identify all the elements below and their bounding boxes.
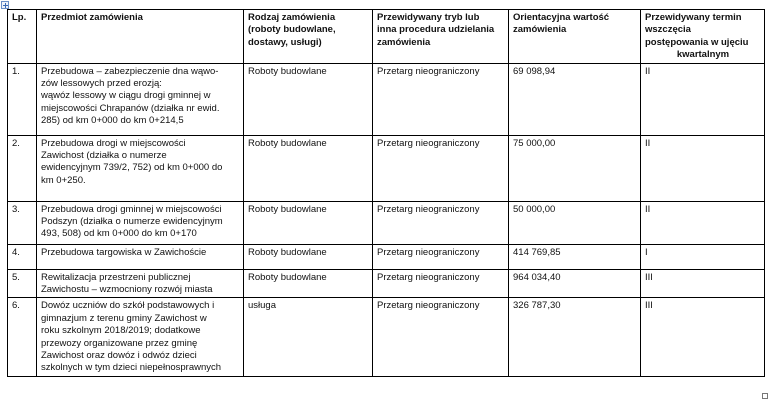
cell-type: Roboty budowlane	[244, 63, 373, 135]
table-row	[8, 269, 765, 298]
table-move-handle-icon[interactable]	[1, 1, 9, 9]
cell-type: Roboty budowlane	[244, 135, 373, 201]
cell-term: III	[641, 269, 765, 298]
cell-value: 326 787,30	[509, 298, 641, 376]
cell-term: II	[641, 135, 765, 201]
cell-type: Roboty budowlane	[244, 201, 373, 244]
cell-term: II	[641, 201, 765, 244]
cell-lp: 6.	[8, 298, 37, 376]
cell-procedure: Przetarg nieograniczony	[373, 63, 509, 135]
header-type: Rodzaj zamówienia (roboty budowlane, dostawy, usługi)	[244, 10, 373, 64]
cell-lp: 2.	[8, 135, 37, 201]
cell-type: Roboty budowlane	[244, 244, 373, 269]
cell-procedure: Przetarg nieograniczony	[373, 269, 509, 298]
cell-procedure: Przetarg nieograniczony	[373, 244, 509, 269]
cell-value: 50 000,00	[509, 201, 641, 244]
cell-subject: Przebudowa targowiska w Zawichoście	[37, 244, 244, 269]
header-term	[641, 10, 765, 64]
table-row	[8, 135, 765, 201]
cell-value: 964 034,40	[509, 269, 641, 298]
cell-subject: Przebudowa drogi gminnej w miejscowości Podszyn (działka o numerze ewidencyjnym 493, 508) od km 0+000 do km 0+170	[37, 201, 244, 244]
header-term-line2: wszczęcia	[645, 24, 691, 36]
cell-value: 69 098,94	[509, 63, 641, 135]
table-resize-handle-icon[interactable]	[762, 393, 768, 399]
cell-procedure: Przetarg nieograniczony	[373, 201, 509, 244]
procurement-plan-table	[7, 9, 765, 377]
cell-type: usługa	[244, 298, 373, 376]
cell-subject: Rewitalizacja przestrzeni publicznej Zawichostu – wzmocniony rozwój miasta	[37, 269, 244, 298]
cell-term: III	[641, 298, 765, 376]
cell-value: 414 769,85	[509, 244, 641, 269]
cell-term: II	[641, 63, 765, 135]
cell-subject: Przebudowa drogi w miejscowości Zawichost (działka o numerze ewidencyjnym 739/2, 752) od km 0+000 do km 0+250.	[37, 135, 244, 201]
cell-lp: 4.	[8, 244, 37, 269]
cell-subject: Dowóz uczniów do szkół podstawowych i gimnazjum z terenu gminy Zawichost w roku szkolnym 2018/2019; dodatkowe przewozy organizowane przez gminę Zawichost oraz dowóz i odwóz dzieci szkolnych w tym dzieci niepełnosprawnych	[37, 298, 244, 376]
cell-value: 75 000,00	[509, 135, 641, 201]
header-value: Orientacyjna wartość zamówienia	[509, 10, 641, 64]
cell-subject: Przebudowa – zabezpieczenie dna wąwo- zów lessowych przed erozją: wąwóz lessowy w ciągu drogi gminnej w miejscowości Chrapanów (działka nr ewid. 285) od km 0+000 do km 0+214,5	[37, 63, 244, 135]
cell-procedure: Przetarg nieograniczony	[373, 135, 509, 201]
table-row	[8, 244, 765, 269]
header-subject: Przedmiot zamówienia	[37, 10, 244, 64]
table-row	[8, 201, 765, 244]
header-term-line1: Przewidywany termin	[645, 12, 742, 23]
header-lp: Lp.	[8, 10, 37, 64]
table-row	[8, 63, 765, 135]
table-row	[8, 298, 765, 376]
header-term-line3: postępowania w ujęciu	[645, 36, 749, 48]
cell-lp: 5.	[8, 269, 37, 298]
cell-type: Roboty budowlane	[244, 269, 373, 298]
header-procedure: Przewidywany tryb lub inna procedura udzielania zamówienia	[373, 10, 509, 64]
header-term-line4: kwartalnym	[676, 49, 730, 61]
cell-lp: 1.	[8, 63, 37, 135]
table-header-row	[8, 10, 765, 64]
cell-lp: 3.	[8, 201, 37, 244]
cell-procedure: Przetarg nieograniczony	[373, 298, 509, 376]
cell-term: I	[641, 244, 765, 269]
